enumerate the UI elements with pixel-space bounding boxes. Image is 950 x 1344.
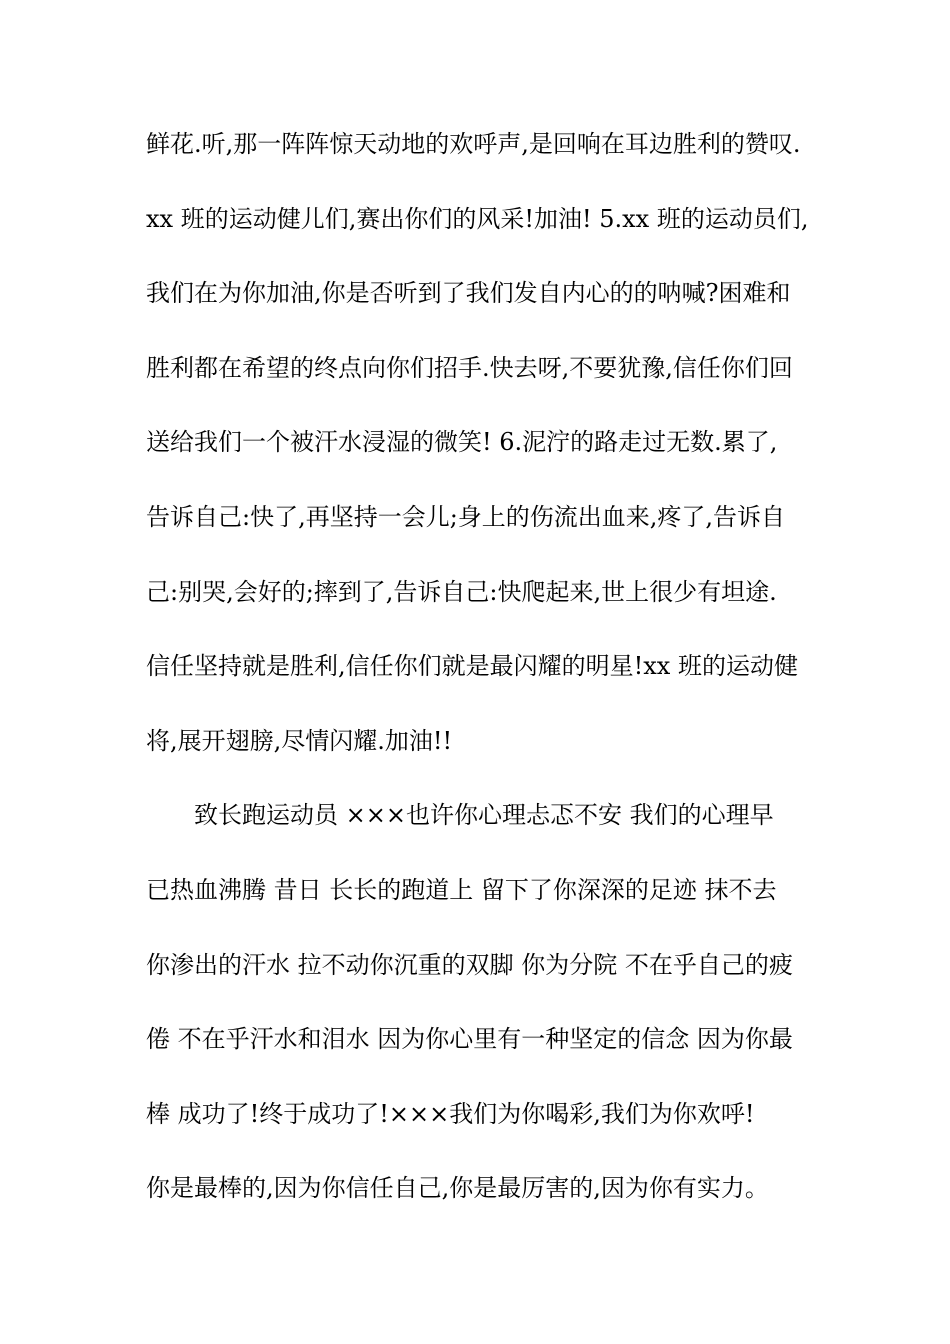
text-line: 胜利都在希望的终点向你们招手.快去呀,不要犹豫,信任你们回 bbox=[146, 353, 793, 382]
text-line: 己:别哭,会好的;摔到了,告诉自己:快爬起来,世上很少有坦途. bbox=[146, 577, 777, 606]
text-line: xx 班的运动健儿们,赛出你们的风采!加油! 5.xx 班的运动员们, bbox=[146, 204, 809, 233]
text-line: 棒 成功了!终于成功了!×××我们为你喝彩,我们为你欢呼! bbox=[146, 1099, 755, 1128]
text-line: 将,展开翅膀,尽情闪耀.加油!! bbox=[146, 726, 453, 755]
text-line: 送给我们一个被汗水浸湿的微笑! 6.泥泞的路走过无数.累了, bbox=[146, 428, 778, 457]
text-line: 你是最棒的,因为你信任自己,你是最厉害的,因为你有实力。 bbox=[146, 1174, 769, 1203]
text-line: 鲜花.听,那一阵阵惊天动地的欢呼声,是回响在耳边胜利的赞叹. bbox=[146, 130, 801, 158]
text-line: 你渗出的汗水 拉不动你沉重的双脚 你为分院 不在乎自己的疲 bbox=[146, 950, 793, 979]
text-line: 我们在为你加油,你是否听到了我们发自内心的的呐喊?困难和 bbox=[146, 279, 791, 308]
text-line: 告诉自己:快了,再坚持一会儿;身上的伤流出血来,疼了,告诉自 bbox=[146, 502, 786, 531]
body-text bbox=[146, 126, 826, 1245]
text-line: 信任坚持就是胜利,信任你们就是最闪耀的明星!xx 班的运动健 bbox=[146, 652, 798, 681]
text-line: 已热血沸腾 昔日 长长的跑道上 留下了你深深的足迹 抹不去 bbox=[146, 875, 777, 904]
text-line: 倦 不在乎汗水和泪水 因为你心里有一种坚定的信念 因为你最 bbox=[146, 1025, 793, 1054]
paragraph-start-line: 致长跑运动员 ×××也许你心理忐忑不安 我们的心理早 bbox=[194, 801, 774, 830]
